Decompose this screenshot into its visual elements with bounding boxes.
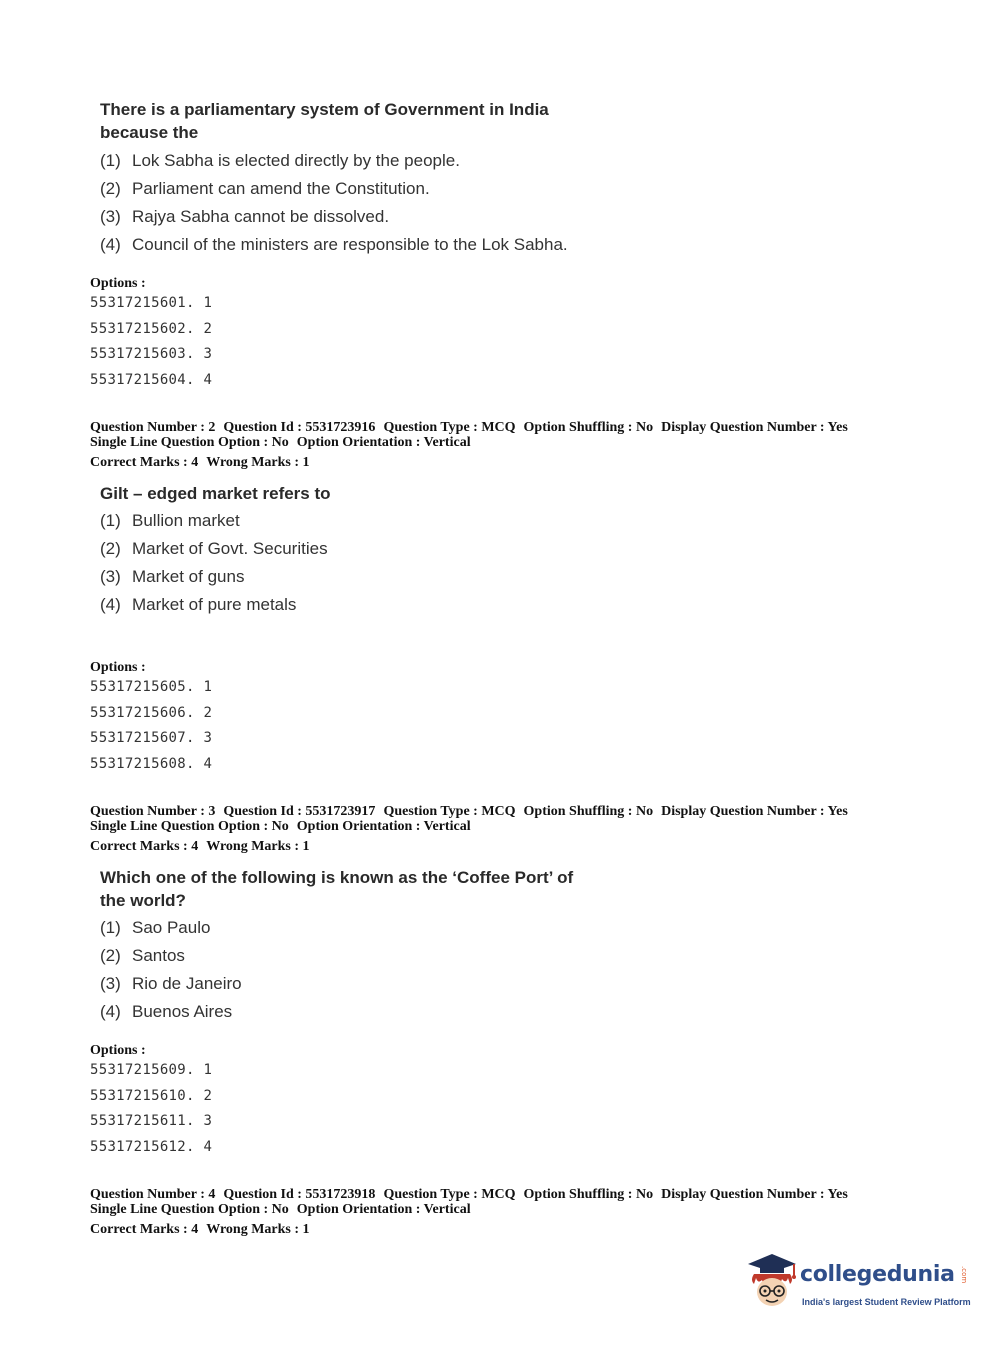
option-id: 55317215607. 3 bbox=[90, 730, 213, 746]
q2-meta-line3: Correct Marks : 4 Wrong Marks : 1 bbox=[90, 455, 310, 470]
q4-meta-line1: Question Number : 4 Question Id : 5531723918 Question Type : MCQ Option Shuffling : No Display Question Number : Yes bbox=[90, 1187, 848, 1202]
q3-meta bbox=[90, 804, 848, 854]
option-id: 55317215604. 4 bbox=[90, 371, 213, 388]
q2-stem bbox=[100, 482, 620, 505]
answer-choice: (4) Council of the ministers are responsible to the Lok Sabha. bbox=[100, 235, 568, 254]
option-id: 55317215601. 1 bbox=[90, 295, 213, 311]
answer-choice: (2) Parliament can amend the Constitution. bbox=[100, 179, 430, 198]
q3-options-label: Options : bbox=[90, 1043, 146, 1058]
option-id: 55317215605. 1 bbox=[90, 679, 213, 695]
option-id: 55317215610. 2 bbox=[90, 1087, 213, 1104]
answer-choice: (1) Sao Paulo bbox=[100, 918, 211, 937]
option-id: 55317215608. 4 bbox=[90, 755, 213, 772]
q2-option-ids bbox=[90, 675, 212, 777]
answer-choice: (2) Market of Govt. Securities bbox=[100, 539, 328, 558]
q3-stem bbox=[100, 866, 620, 912]
q4-meta-line3: Correct Marks : 4 Wrong Marks : 1 bbox=[90, 1222, 310, 1237]
q2-answer-choices bbox=[100, 507, 328, 619]
option-id: 55317215612. 4 bbox=[90, 1138, 213, 1155]
answer-choice: (3) Rio de Janeiro bbox=[100, 974, 242, 993]
q3-meta-line3: Correct Marks : 4 Wrong Marks : 1 bbox=[90, 839, 310, 854]
q3-stem-line: the world? bbox=[100, 891, 186, 910]
answer-choice: (1) Bullion market bbox=[100, 511, 240, 530]
q1-stem-line: because the bbox=[100, 123, 199, 142]
option-id: 55317215602. 2 bbox=[90, 320, 213, 337]
option-id: 55317215611. 3 bbox=[90, 1113, 213, 1129]
q4-meta bbox=[90, 1187, 848, 1237]
q2-options-label: Options : bbox=[90, 660, 146, 675]
mascot-icon bbox=[742, 1250, 800, 1312]
logo-suffix: .com bbox=[960, 1266, 968, 1284]
q1-option-ids bbox=[90, 291, 212, 393]
q3-stem-line: Which one of the following is known as the ‘Coffee Port’ of bbox=[100, 868, 574, 887]
answer-choice: (3) Rajya Sabha cannot be dissolved. bbox=[100, 207, 390, 226]
option-id: 55317215609. 1 bbox=[90, 1062, 213, 1078]
q1-stem-line: There is a parliamentary system of Government in India bbox=[100, 100, 549, 119]
option-id: 55317215606. 2 bbox=[90, 704, 213, 721]
q1-options-label: Options : bbox=[90, 276, 146, 291]
q2-stem-line: Gilt – edged market refers to bbox=[100, 484, 331, 503]
q1-stem bbox=[100, 98, 620, 144]
q3-meta-line2: Single Line Question Option : No Option Orientation : Vertical bbox=[90, 819, 471, 834]
collegedunia-logo[interactable] bbox=[742, 1250, 972, 1320]
q2-meta bbox=[90, 420, 848, 470]
logo-tagline: India's largest Student Review Platform bbox=[802, 1297, 971, 1307]
q4-meta-line2: Single Line Question Option : No Option Orientation : Vertical bbox=[90, 1202, 471, 1217]
answer-choice: (2) Santos bbox=[100, 946, 185, 965]
q3-option-ids bbox=[90, 1058, 212, 1160]
answer-choice: (4) Market of pure metals bbox=[100, 595, 297, 614]
q2-meta-line2: Single Line Question Option : No Option Orientation : Vertical bbox=[90, 435, 471, 450]
option-id: 55317215603. 3 bbox=[90, 346, 213, 362]
logo-wordmark: collegedunia bbox=[800, 1262, 955, 1287]
q3-answer-choices bbox=[100, 914, 242, 1026]
answer-choice: (4) Buenos Aires bbox=[100, 1002, 233, 1021]
q3-meta-line1: Question Number : 3 Question Id : 5531723917 Question Type : MCQ Option Shuffling : No Display Question Number : Yes bbox=[90, 804, 848, 819]
answer-choice: (1) Lok Sabha is elected directly by the people. bbox=[100, 151, 460, 170]
q2-meta-line1: Question Number : 2 Question Id : 5531723916 Question Type : MCQ Option Shuffling : No Display Question Number : Yes bbox=[90, 420, 848, 435]
q1-answer-choices bbox=[100, 147, 568, 259]
answer-choice: (3) Market of guns bbox=[100, 567, 245, 586]
